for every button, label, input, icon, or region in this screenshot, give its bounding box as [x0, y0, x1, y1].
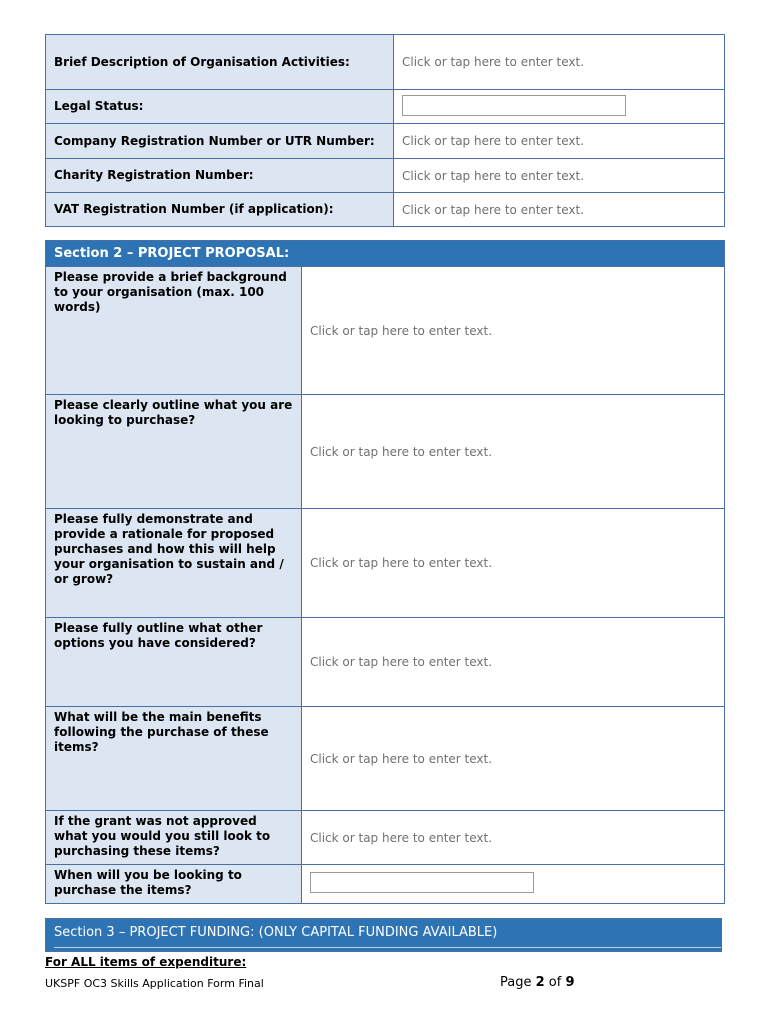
section-2-header: Section 2 – PROJECT PROPOSAL: — [46, 241, 725, 267]
page-total: 9 — [565, 975, 575, 990]
table-row — [46, 159, 725, 193]
question-label: What will be the main benefits following the purchase of these items? — [46, 707, 302, 811]
question-label: Please clearly outline what you are looking to purchase? — [46, 395, 302, 509]
legal-status-input[interactable] — [402, 95, 626, 116]
vat-registration-input[interactable]: Click or tap here to enter text. — [394, 193, 725, 227]
field-label: Company Registration Number or UTR Number: — [46, 124, 394, 159]
table-row — [46, 124, 725, 159]
grant-not-approved-input[interactable]: Click or tap here to enter text. — [302, 811, 725, 865]
rationale-input[interactable]: Click or tap here to enter text. — [302, 509, 725, 618]
table-row — [46, 267, 725, 395]
charity-registration-input[interactable]: Click or tap here to enter text. — [394, 159, 725, 193]
field-label: Brief Description of Organisation Activities: — [46, 35, 394, 90]
purchase-timing-input[interactable] — [310, 872, 534, 893]
question-label: If the grant was not approved what you would you still look to purchasing these items? — [46, 811, 302, 865]
table-row — [46, 35, 725, 90]
table-row — [46, 395, 725, 509]
page-current: 2 — [535, 975, 545, 990]
table-row — [46, 811, 725, 865]
organisation-details-table — [45, 34, 725, 227]
purchase-outline-input[interactable]: Click or tap here to enter text. — [302, 395, 725, 509]
table-row — [46, 618, 725, 707]
table-row — [46, 865, 725, 904]
section-3-header: Section 3 – PROJECT FUNDING: (ONLY CAPITAL FUNDING AVAILABLE) — [54, 919, 721, 948]
document-name: UKSPF OC3 Skills Application Form Final — [45, 977, 264, 990]
project-proposal-table — [45, 240, 725, 904]
question-label: Please fully demonstrate and provide a rationale for proposed purchases and how this will help your organisation to sustain and / or grow? — [46, 509, 302, 618]
activities-input[interactable]: Click or tap here to enter text. — [394, 35, 725, 90]
expenditure-subheading: For ALL items of expenditure: — [45, 955, 247, 969]
page-number — [500, 975, 575, 990]
background-input[interactable]: Click or tap here to enter text. — [302, 267, 725, 395]
table-row — [46, 707, 725, 811]
purchase-timing-cell — [302, 865, 725, 904]
section-2-header-row — [46, 241, 725, 267]
field-label: Legal Status: — [46, 90, 394, 124]
question-label: When will you be looking to purchase the items? — [46, 865, 302, 904]
page-prefix: Page — [500, 975, 536, 990]
company-registration-input[interactable]: Click or tap here to enter text. — [394, 124, 725, 159]
table-row — [46, 90, 725, 124]
table-row — [46, 193, 725, 227]
table-row — [46, 509, 725, 618]
question-label: Please fully outline what other options you have considered? — [46, 618, 302, 707]
field-label: Charity Registration Number: — [46, 159, 394, 193]
field-label: VAT Registration Number (if application): — [46, 193, 394, 227]
options-considered-input[interactable]: Click or tap here to enter text. — [302, 618, 725, 707]
benefits-input[interactable]: Click or tap here to enter text. — [302, 707, 725, 811]
question-label: Please provide a brief background to your organisation (max. 100 words) — [46, 267, 302, 395]
legal-status-cell — [394, 90, 725, 124]
page-of: of — [544, 975, 566, 990]
section-3-header-bar — [45, 918, 722, 952]
